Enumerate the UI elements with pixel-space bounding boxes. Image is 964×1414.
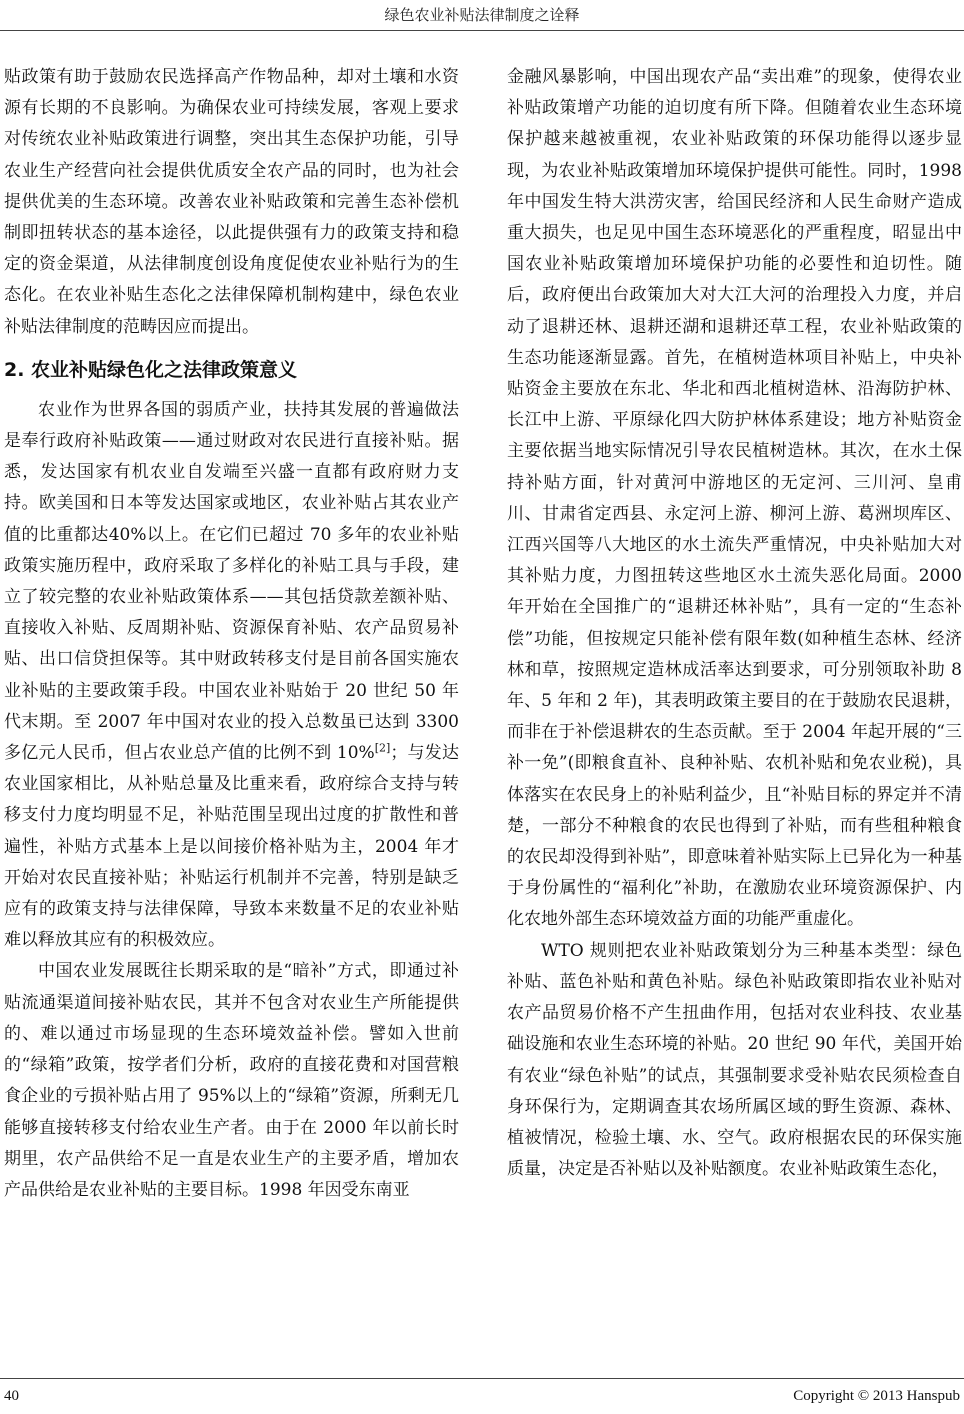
citation-link[interactable]: [2] [374, 741, 391, 755]
right-paragraph-1: 金融风暴影响，中国出现农产品“卖出难”的现象，使得农业补贴政策增产功能的迫切度有所下降。但随着农业生态环境保护越来越被重视，农业补贴政策的环保功能得以逐步显现，为农业补贴政策增加环境保护提供可能性。同时，1998 年中国发生特大洪涝灾害，给国民经济和人民生命财产造成重大损失，也足见中国生态环境恶化的严重程度，昭显出中国农业补贴政策增加环境保护功能的必要性和迫切性。随后，政府便出台政策加大对大江大河的治理投入力度，并启动了退耕还林、退耕还湖和退耕还草工程，农业补贴政策的生态功能逐渐显露。首先，在植树造林项目补贴上，中央补贴资金主要放在东北、华北和西北植树造林、沿海防护林、长江中上游、平原绿化四大防护林体系建设；地方补贴资金主要依据当地实际情况引导农民植树造林。其次，在水土保持补贴方面，针对黄河中游地区的无定河、三川河、皇甫川、甘肃省定西县、永定河上游、柳河上游、葛洲坝库区、江西兴国等八大地区的水土流失严重情况，中央补贴加大对其补贴力度，力图扭转这些地区水土流失恶化局面。2000 年开始在全国推广的“退耕还林补贴”，具有一定的“生态补偿”功能，但按规定只能补偿有限年数(如种植生态林、经济林和草，按照规定造林成活率达到要求，可分别领取补助 8 年、5 年和 2 年)，其表明政策主要目的在于鼓励农民退耕，而非在于补偿退耕农的生态贡献。至于 2004 年起开展的“三补一免”(即粮食直补、良种补贴、农机补贴和免农业税)，具体落实在农民身上的补贴利益少，且“补贴目标的界定并不清楚，一部分不种粮食的农民也得到了补贴，而有些租种粮食的农民却没得到补贴”，即意味着补贴实际上已异化为一种基于身份属性的“福利化”补助，在激励农业环境资源保护、内化农地外部生态环境效益方面的功能严重虚化。 [507, 67, 962, 930]
footer-rule [0, 1378, 964, 1379]
running-header: 绿色农业补贴法律制度之诠释 [384, 6, 580, 24]
left-paragraph-2-part-a: 农业作为世界各国的弱质产业，扶持其发展的普遍做法是奉行政府补贴政策——通过财政对农民进行直接补贴。据悉，发达国家有机农业自发端至兴盛一直都有政府财力支持。欧美国和日本等发达国家或地区，农业补贴占其农业产值的比重都达40%以上。在它们已超过 70 多年的农业补贴政策实施历程中，政府采取了多样化的补贴工具与手段，建立了较完整的农业补贴政策体系——其包括贷款差额补贴、直接收入补贴、反周期补贴、资源保育补贴、农产品贸易补贴、出口信贷担保等。其中财政转移支付是目前各国实施农业补贴的主要政策手段。中国农业补贴始于 20 世纪 50 年代末期。至 2007 年中国对农业的投入总数虽已达到 3300 多亿元人民币，但占农业总产值的比例不到 10% [4, 399, 459, 764]
section-heading: 2. 农业补贴绿色化之法律政策意义 [4, 358, 298, 381]
left-paragraph-3: 中国农业发展既往长期采取的是“暗补”方式，即通过补贴流通渠道间接补贴农民，其并不包含对农业生产所能提供的、难以通过市场显现的生态环境效益补偿。譬如入世前的“绿箱”政策，按学者们分析，政府的直接花费和对国营粮食企业的亏损补贴占用了 95%以上的“绿箱”资源，所剩无几能够直接转移支付给农业生产者。由于在 2000 年以前长时期里，农产品供给不足一直是农业生产的主要矛盾，增加农产品供给是农业补贴的主要目标。1998 年因受东南亚 [4, 961, 459, 1200]
left-paragraph-1: 贴政策有助于鼓励农民选择高产作物品种，却对土壤和水资源有长期的不良影响。为确保农业可持续发展，客观上要求对传统农业补贴政策进行调整，突出其生态保护功能，引导农业生产经营向社会提供优质安全农产品的同时，也为社会提供优美的生态环境。改善农业补贴政策和完善生态补偿机制即扭转状态的基本途径，以此提供强有力的政策支持和稳定的资金渠道，从法律制度创设角度促使农业补贴行为的生态化。在农业补贴生态化之法律保障机制构建中，绿色农业补贴法律制度的范畴因应而提出。 [4, 67, 459, 337]
left-paragraph-2-part-b: ；与发达农业国家相比，从补贴总量及比重来看，政府综合支持与转移支付力度均明显不足，补贴范围呈现出过度的扩散性和普遍性，补贴方式基本上是以间接价格补贴为主，2004 年才开始对农民直接补贴；补贴运行机制并不完善，特别是缺乏应有的政策支持与法律保障，导致本来数量不足的农业补贴难以释放其应有的积极效应。 [4, 743, 459, 951]
page-number: 40 [4, 1388, 19, 1404]
right-column [507, 62, 962, 1185]
left-column [4, 62, 459, 1206]
copyright-notice: Copyright © 2013 Hanspub [793, 1388, 960, 1404]
left-paragraph-2 [4, 395, 459, 957]
header-rule [0, 30, 964, 31]
right-paragraph-2: WTO 规则把农业补贴政策划分为三种基本类型：绿色补贴、蓝色补贴和黄色补贴。绿色补贴政策即指农业补贴对农产品贸易价格不产生扭曲作用，包括对农业科技、农业基础设施和农业生态环境的补贴。20 世纪 90 年代，美国开始有农业“绿色补贴”的试点，其强制要求受补贴农民须检查自身环保行为，定期调查其农场所属区域的野生资源、森林、植被情况，检验土壤、水、空气。政府根据农民的环保实施质量，决定是否补贴以及补贴额度。农业补贴政策生态化， [507, 940, 962, 1180]
